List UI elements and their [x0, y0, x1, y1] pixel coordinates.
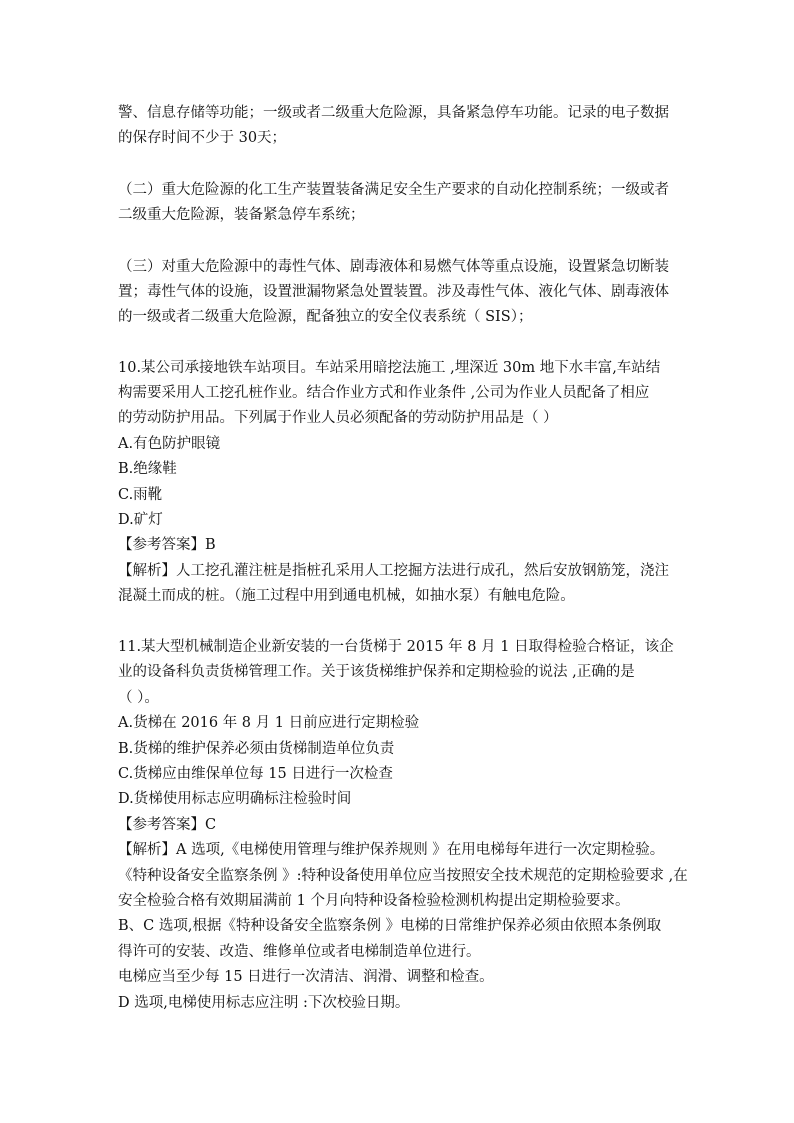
- analysis-line: 混凝土而成的桩。（施工过程中用到通电机械，如抽水泵）有触电危险。: [118, 588, 575, 604]
- paragraph-line: （三）对重大危险源中的毒性气体、剧毒液体和易燃气体等重点设施，设置紧急切断装: [118, 259, 669, 275]
- question-line: （ ）。: [118, 690, 159, 706]
- analysis-line: 【解析】A 选项,《电梯使用管理与维护保养规则 》在用电梯每年进行一次定期检验。: [118, 842, 665, 858]
- analysis-line: 《特种设备安全监察条例 》:特种设备使用单位应当按照安全技术规范的定期检验要求 ,在: [118, 868, 688, 884]
- question-line: 构需要采用人工挖孔桩作业。结合作业方式和作业条件 ,公司为作业人员配备了相应: [118, 385, 650, 401]
- option-a: A.货梯在 2016 年 8 月 1 日前应进行定期检验: [118, 715, 420, 731]
- paragraph-line: 二级重大危险源，装备紧急停车系统；: [118, 207, 365, 223]
- analysis-line: B、C 选项,根据《特种设备安全监察条例 》电梯的日常维护保养必须由依照本条例取: [118, 918, 662, 934]
- paragraph-line: （二）重大危险源的化工生产装置装备满足安全生产要求的自动化控制系统；一级或者: [118, 182, 669, 198]
- analysis-line: 得许可的安装、改造、维修单位或者电梯制造单位进行。: [118, 944, 481, 960]
- answer-line: 【参考答案】B: [118, 537, 216, 553]
- analysis-line: D 选项,电梯使用标志应注明 :下次校验日期。: [118, 995, 410, 1011]
- option-b: B.货梯的维护保养必须由货梯制造单位负责: [118, 741, 395, 757]
- question-line: 10.某公司承接地铁车站项目。车站采用暗挖法施工 ,埋深近 30m 地下水丰富,车站结: [118, 360, 661, 376]
- paragraph-line: 的一级或者二级重大危险源，配备独立的安全仪表系统（ SIS）；: [118, 309, 533, 325]
- question-line: 11.某大型机械制造企业新安装的一台货梯于 2015 年 8 月 1 日取得检验合格证，该企: [118, 639, 674, 655]
- option-d: D.货梯使用标志应明确标注检验时间: [118, 791, 352, 807]
- option-a: A.有色防护眼镜: [118, 436, 221, 452]
- option-b: B.绝缘鞋: [118, 461, 177, 477]
- option-d: D.矿灯: [118, 512, 163, 528]
- analysis-line: 安全检验合格有效期届满前 1 个月向特种设备检验检测机构提出定期检验要求。: [118, 893, 630, 909]
- question-line: 的劳动防护用品。下列属于作业人员必须配备的劳动防护用品是（ ）: [118, 410, 558, 426]
- analysis-line: 电梯应当至少每 15 日进行一次清洁、润滑、调整和检查。: [118, 969, 494, 985]
- option-c: C.货梯应由维保单位每 15 日进行一次检查: [118, 766, 393, 782]
- paragraph-line: 置；毒性气体的设施，设置泄漏物紧急处置装置。涉及毒性气体、液化气体、剧毒液体: [118, 284, 669, 300]
- option-c: C.雨靴: [118, 487, 163, 503]
- analysis-line: 【解析】人工挖孔灌注桩是指桩孔采用人工挖掘方法进行成孔，然后安放钢筋笼，浇注: [118, 563, 669, 579]
- question-line: 业的设备科负责货梯管理工作。关于该货梯维护保养和定期检验的说法 ,正确的是: [118, 664, 635, 680]
- paragraph-line: 的保存时间不少于 30天；: [118, 130, 287, 146]
- answer-line: 【参考答案】C: [118, 817, 217, 833]
- paragraph-line: 警、信息存储等功能；一级或者二级重大危险源，具备紧急停车功能。记录的电子数据: [118, 105, 669, 121]
